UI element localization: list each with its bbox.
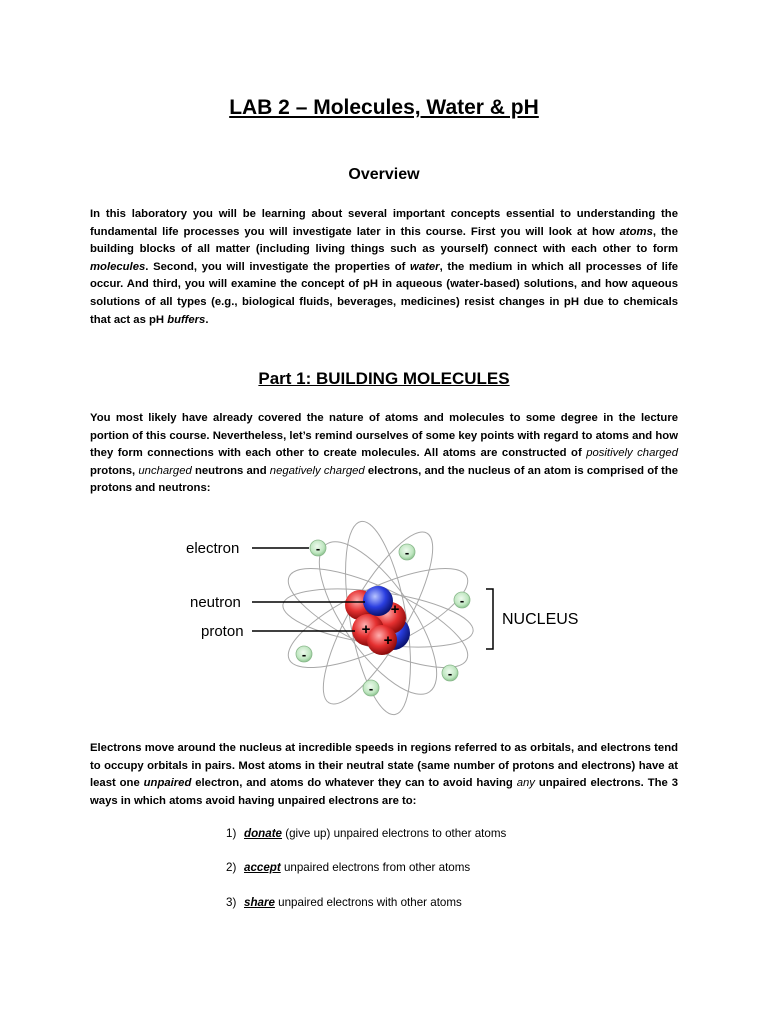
overview-text-4: , the medium in which all processes of life occur. And third, you will examine the concept of pH in aqueous (water-based) solutions, and how aqueous solutions of all types (e.g., biological fluids, beverages, medicines) resist changes in pH due to chemicals that act as pH: [90, 260, 678, 326]
minus-sign: -: [447, 666, 453, 681]
overview-text-5: .: [205, 313, 209, 326]
list-keyword: donate: [244, 827, 283, 840]
overview-heading: Overview: [348, 166, 420, 183]
part1-text-3: neutrons and: [191, 464, 270, 477]
term-atoms: atoms: [619, 225, 653, 238]
list-number: 3): [226, 896, 237, 909]
nucleus-bracket: [486, 589, 493, 649]
overview-text-2: , the building blocks of all matter (including living things such as yourself) connect with each other to form: [90, 225, 678, 256]
neutron-label: neutron: [190, 594, 241, 611]
minus-sign: -: [315, 541, 321, 556]
part1-paragraph: [90, 410, 678, 498]
part1-text-4: electrons, and the nucleus of an atom is comprised of the protons and neutrons:: [90, 464, 678, 495]
electrons-text-1: Electrons move around the nucleus at incredible speeds in regions referred to as orbitals, and electrons tend to occupy orbitals in pairs. Most atoms in their neutral state (same number of protons and electrons) have at least one: [90, 742, 678, 790]
electron-label: electron: [186, 540, 240, 557]
list-text: (give up) unpaired electrons to other atoms: [282, 827, 507, 840]
neutron-ball: [363, 586, 393, 616]
plus-sign: +: [390, 601, 400, 618]
overview-text-1: In this laboratory you will be learning about several important concepts essential to understanding the fundamental life processes you will investigate later in this course. First you will look at how: [90, 208, 678, 238]
term-uncharged: uncharged: [138, 464, 192, 477]
list-text: unpaired electrons from other atoms: [280, 861, 471, 874]
page-title: LAB 2 – Molecules, Water & pH: [229, 96, 539, 119]
list-item: [226, 896, 462, 909]
proton-ball: [367, 625, 397, 655]
electrons-text-3: unpaired electrons. The 3 ways in which atoms avoid having unpaired electrons are to:: [90, 777, 678, 807]
electrons-text-2: electron, and atoms do whatever they can to avoid having: [191, 777, 517, 790]
minus-sign: -: [368, 681, 374, 696]
plus-sign: +: [383, 632, 393, 649]
nucleus-label: NUCLEUS: [502, 611, 579, 628]
atom-diagram: [170, 505, 630, 735]
term-molecules: molecules: [90, 260, 146, 273]
minus-sign: -: [301, 647, 307, 662]
term-negatively-charged: negatively charged: [269, 464, 365, 477]
list-keyword: accept: [244, 861, 281, 874]
term-any: any: [516, 777, 535, 790]
list-keyword: share: [244, 896, 275, 909]
proton-label: proton: [201, 623, 244, 640]
term-unpaired: unpaired: [143, 777, 192, 790]
list-number: 2): [226, 861, 237, 874]
overview-paragraph: [90, 206, 678, 329]
part1-text-1: You most likely have already covered the nature of atoms and molecules to some degree in the lecture portion of this course. Nevertheless, let’s remind ourselves of some key points with regard to atoms and how they form connections with each other to create molecules. All atoms are constructed of: [90, 412, 678, 460]
list-text: unpaired electrons with other atoms: [274, 896, 462, 909]
part1-heading: Part 1: BUILDING MOLECULES: [258, 369, 510, 388]
list-item: [226, 827, 506, 840]
electrons-paragraph: [90, 740, 678, 810]
term-positively-charged: positively charged: [586, 447, 678, 460]
minus-sign: -: [404, 545, 410, 560]
term-water: water: [410, 260, 440, 273]
part1-text-2: protons,: [90, 464, 139, 477]
list-item: [226, 861, 470, 874]
minus-sign: -: [459, 593, 465, 608]
plus-sign: +: [361, 621, 371, 638]
list-number: 1): [226, 827, 237, 840]
overview-text-3: . Second, you will investigate the properties of: [145, 260, 411, 273]
term-buffers: buffers: [167, 313, 206, 326]
